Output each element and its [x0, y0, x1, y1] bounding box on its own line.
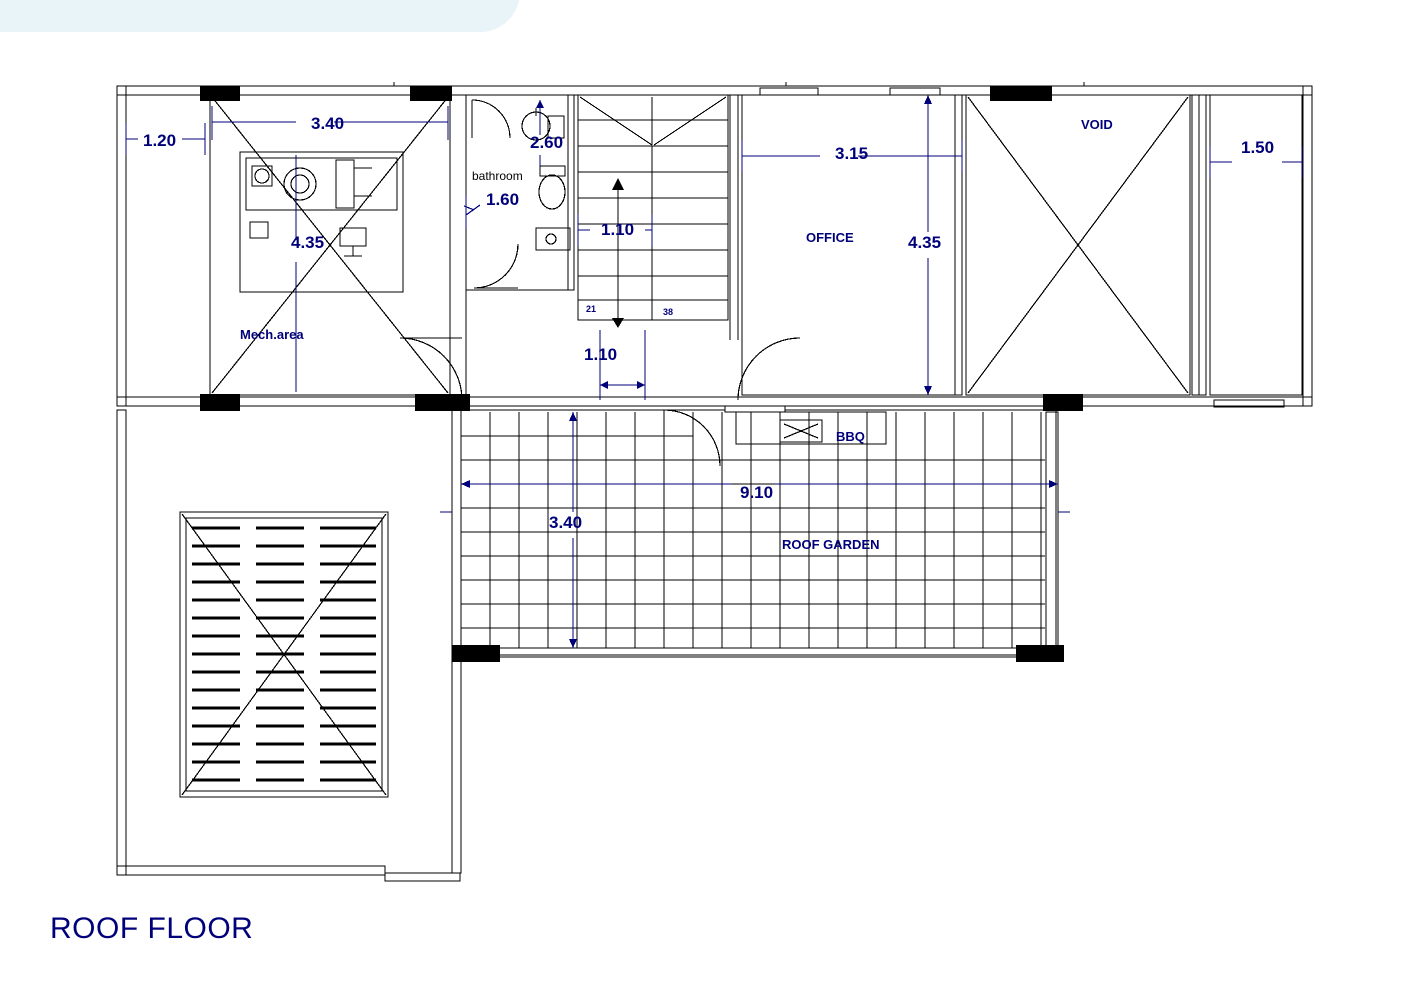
room-label-bathroom: bathroom — [472, 169, 523, 183]
dimension-3-15: 3.15 — [835, 144, 869, 163]
dimension-4-35-right: 4.35 — [908, 233, 942, 252]
dimension-4-35-left: 4.35 — [291, 233, 325, 252]
room-label-void: VOID — [1081, 117, 1113, 132]
room-label-roof-garden: ROOF GARDEN — [782, 537, 880, 552]
dimension-1-10-corridor: 1.10 — [584, 345, 618, 364]
dimension-9-10: 9.10 — [740, 483, 774, 502]
room-label-bbq: BBQ — [836, 429, 865, 444]
dimension-1-50: 1.50 — [1241, 138, 1275, 157]
dimension-3-40-top: 3.40 — [311, 114, 345, 133]
stair-tread-count: 38 — [663, 307, 674, 317]
dimension-2-60: 2.60 — [530, 133, 564, 152]
room-label-office: OFFICE — [806, 230, 854, 245]
stair-riser-count: 21 — [586, 304, 597, 314]
dimension-1-20: 1.20 — [143, 131, 177, 150]
dimension-1-60: 1.60 — [486, 190, 520, 209]
dimension-3-40-garden: 3.40 — [549, 513, 583, 532]
dimension-1-10-stair-width: 1.10 — [601, 220, 635, 239]
room-label-mech-area: Mech.area — [240, 327, 304, 342]
page-title: ROOF FLOOR — [50, 912, 254, 945]
